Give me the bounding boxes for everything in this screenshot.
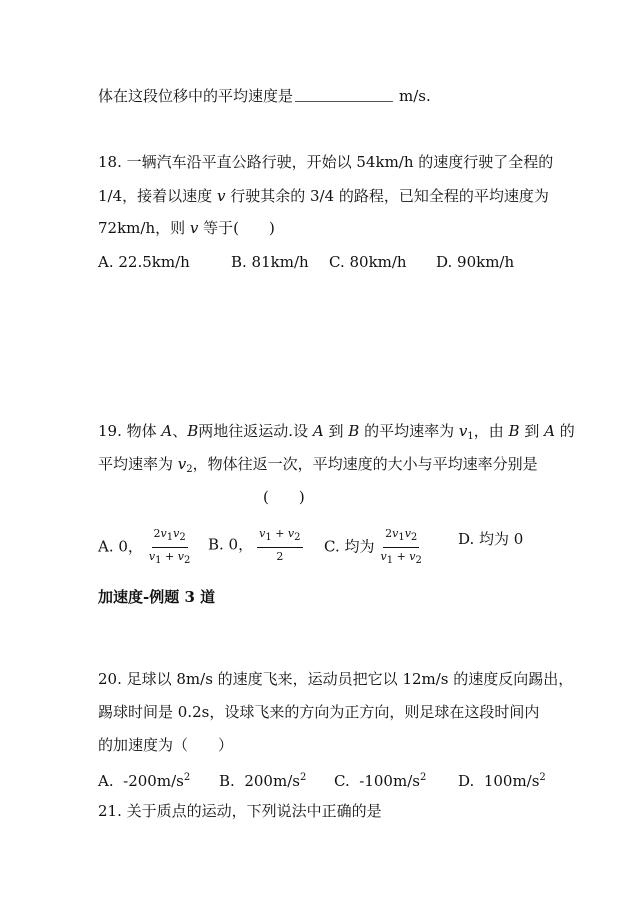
- q18-line-1: 18. 一辆汽车沿平直公路行驶，开始以 54km/h 的速度行驶了全程的: [98, 153, 554, 171]
- q20-option-d[interactable]: D. $100m/s^2$: [458, 772, 546, 790]
- q18-option-a[interactable]: A. 22.5km/h: [98, 253, 190, 271]
- fraction-sum-over-2: $\frac{v1 + v2}{2}$: [259, 527, 301, 563]
- q20-line-3: 的加速度为（ ）: [98, 736, 234, 754]
- q21-line-1: 21. 关于质点的运动，下列说法中正确的是: [98, 802, 382, 820]
- q20-option-c[interactable]: C. $-100m/s^2$: [334, 772, 427, 790]
- answer-blank[interactable]: [295, 87, 393, 102]
- q19-option-c[interactable]: C. 均为 $\frac{2v1v2}{v1 + v2}$: [324, 527, 422, 566]
- intro-line: 体在这段位移中的平均速度是 m/s.: [98, 87, 431, 105]
- fraction-2v1v2-over-sum-c: $\frac{2v1v2}{v1 + v2}$: [380, 527, 422, 566]
- q20-line-2: 踢球时间是 0.2s，设球飞来的方向为正方向，则足球在这段时间内: [98, 703, 540, 721]
- fraction-2v1v2-over-sum: $\frac{2v1v2}{v1 + v2}$: [148, 527, 191, 566]
- q19-option-b[interactable]: B. 0， $\frac{v1 + v2}{2}$: [208, 527, 301, 563]
- q19-option-a[interactable]: A. 0， $\frac{2v1v2}{v1 + v2}$: [98, 527, 191, 566]
- q20-option-a[interactable]: A. $-200m/s^2$: [98, 772, 191, 790]
- q19-line-1: 19. 物体 A、B两地往返运动.设 A 到 B 的平均速率为 $v_1$，由 B 到 A 的: [98, 422, 575, 442]
- q20-options: [98, 768, 558, 788]
- q19-option-d[interactable]: D. 均为 0: [458, 530, 524, 548]
- q18-option-d[interactable]: D. 90km/h: [436, 253, 515, 271]
- q18-option-c[interactable]: C. 80km/h: [329, 253, 407, 271]
- q18-options: [98, 252, 558, 272]
- q18-line-3: 72km/h，则 v 等于( ): [98, 219, 275, 237]
- section-heading: 加速度-例题 3 道: [98, 588, 216, 606]
- q19-line-2: 平均速率为 $v_2$，物体往返一次，平均速度的大小与平均速率分别是: [98, 455, 538, 475]
- q18-line-2: 1/4，接着以速度 v 行驶其余的 3/4 的路程，已知全程的平均速度为: [98, 187, 549, 205]
- q19-answer-paren: ( ): [263, 488, 305, 506]
- q18-option-b[interactable]: B. 81km/h: [231, 253, 309, 271]
- q20-line-1: 20. 足球以 8m/s 的速度飞来，运动员把它以 12m/s 的速度反向踢出，: [98, 670, 574, 688]
- q19-options: [98, 520, 558, 566]
- q20-option-b[interactable]: B. $200m/s^2$: [219, 772, 307, 790]
